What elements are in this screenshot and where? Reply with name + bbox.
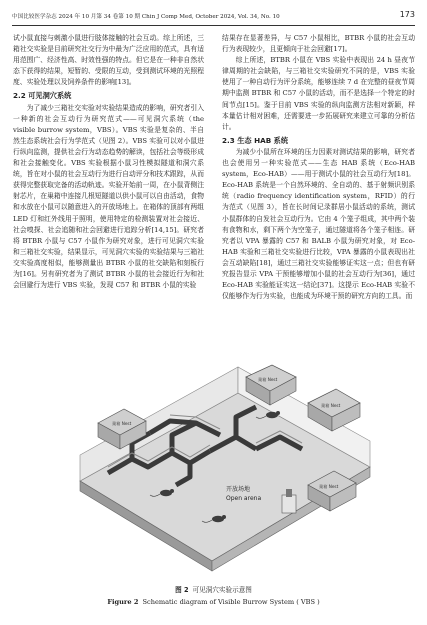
- nest-label-2: 巢箱 Nest: [258, 377, 278, 382]
- body-paragraph: 试小鼠直接与刺激小鼠进行肢体接触的社会互动。综上所述，三箱社交实验是目前研究社交行为中最为广泛应用的范式，具有适用范围广、经济性高、时效性强的特点。但它是在一种非自然状态下获得的结果，短暂的、受限的互动，受到测试环境的光照程度、实验处理以及饲养条件的影响[13]。: [13, 34, 204, 87]
- body-paragraph: 结果存在显著差异，与 C57 小鼠相比，BTBR 小鼠的社会互动行为表现较少，且更倾向于社会回避[17]。: [222, 34, 415, 54]
- figure-title-en: Schematic diagram of Visible Burrow System ( VBS ): [142, 598, 320, 606]
- section-heading: 2.3 生态 HAB 系统: [222, 135, 289, 145]
- body-paragraph: 为减少小鼠所在环境的压力因素对测试结果的影响，研究者也会使用另一种实验范式——生态 HAB 系统（Eco-HAB system，Eco-HAB）——用于测试小鼠的社会互动行为[18]。Eco-HAB 系统是一个自然环境的、全自动的、基于射频识别系统（radio frequency identification system，RFID）的行为范式（见图 3），旨在长时间记录群居小鼠活动的系统，测试小鼠群体的自发社会互动行为。它由 4 个笼子组成，其中两个装有食物和水，剩下两个为空笼子，通过隧道将各个笼子相连。研究者以 VPA 暴露的 C57 和 BALB 小鼠为研究对象，对 Eco-HAB 实验和三箱社交实验进行比较，VPA 暴露的小鼠表现出社会互动缺陷[18]，通过三箱社交实验能够证实这一点；但也有研究报告显示 VPA 干预能够增加小鼠的社会互动行为[36]，通过 Eco-HAB 实验能证实这一结论[37]。这提示 Eco-HAB 实验不仅能够作为行为实验，也能成为环境干预的研究方向的工具。而: [222, 147, 415, 301]
- figure-number-en: Figure 2: [107, 598, 139, 606]
- open-arena-label-en: Open arena: [226, 495, 262, 502]
- right-text-column: [222, 33, 415, 302]
- figure-caption-cn: [0, 584, 427, 594]
- section-heading: 2.2 可见洞穴系统: [13, 91, 72, 101]
- page-number: 173: [399, 10, 415, 19]
- nest-label-3: 巢箱 Nest: [321, 403, 341, 408]
- running-header: [12, 10, 415, 24]
- header-rule: [12, 25, 415, 26]
- figure-title-cn: 可见洞穴实验示意图: [192, 586, 252, 594]
- vbs-schematic-figure: [50, 363, 381, 572]
- left-text-column: [13, 33, 204, 291]
- open-arena-label-cn: 开放场地: [226, 486, 251, 493]
- nest-label-1: 巢箱 Nest: [112, 421, 132, 426]
- journal-citation: 中国比较医学杂志 2024 年 10 月第 34 卷第 10 期 Chin J Comp Med, October 2024, Vol. 34, No. 10: [12, 14, 280, 20]
- body-paragraph: 为了减少三箱社交实验对实验结果造成的影响，研究者引入一种新的社会互动行为研究范式——可见洞穴系统（the visible burrow system，VBS）。VBS 实验是复杂的、半自然生态系统社会行为学范式（见图 2）。VBS 实验可以对小鼠进行纵向监测，提供社会行为动态趋势的解读，包括社会等级形成和社会接触变化。VBS 实验根据小鼠习性模拟隧道和洞穴系统，旨在对小鼠的社会互动行为进行自动评分和技术跟踪，从而获得完整获取完备的活动轨迹。实验开始前一周，在小鼠背侧注射芯片，在巢箱中连接几根短隧道以供小鼠可以自由活动，食物和水放在小鼠可以随意进入的开放场地上。在箱体的顶部有两组 LED 灯和红外线用于照明，使用特定的检测装置对社会接近、社会嗅探、社会追随和社会回避进行追踪分析[14,15]。研究者将 BTBR 小鼠与 C57 小鼠作为研究对象，进行可见洞穴实验和三箱社交实验，结果显示，可见洞穴实验的实验结果与三箱社交实验高度相似，能够测量出 BTBR 小鼠的社交缺陷和刻板行为[16]。另有研究者为了测试 BTBR 小鼠的社会接近行为和社会回避行为进行 VBS 实验，发现 C57 和 BTBR 小鼠的实验: [13, 103, 204, 290]
- figure-caption-en: [0, 598, 427, 606]
- body-paragraph: 综上所述，BTBR 小鼠在 VBS 实验中表现出 24 h 昼夜节律周期的社会缺陷，与三箱社交实验研究不同的是，VBS 实验使用了一种自动行为评分系统，能够连续 7 d 在完整的昼夜节周期中监测 BTBR 和 C57 小鼠的活动，而不是选择一个特定的时间节点[15]。鉴于目前 VBS 实验的纵向监测方法相对新颖，样本量估计相对困难，还需要进一步拓展研究来建立可靠的分析估计。: [222, 56, 415, 131]
- nest-label-4: 巢箱 Nest: [319, 484, 339, 489]
- figure-number-cn: 图 2: [175, 586, 189, 594]
